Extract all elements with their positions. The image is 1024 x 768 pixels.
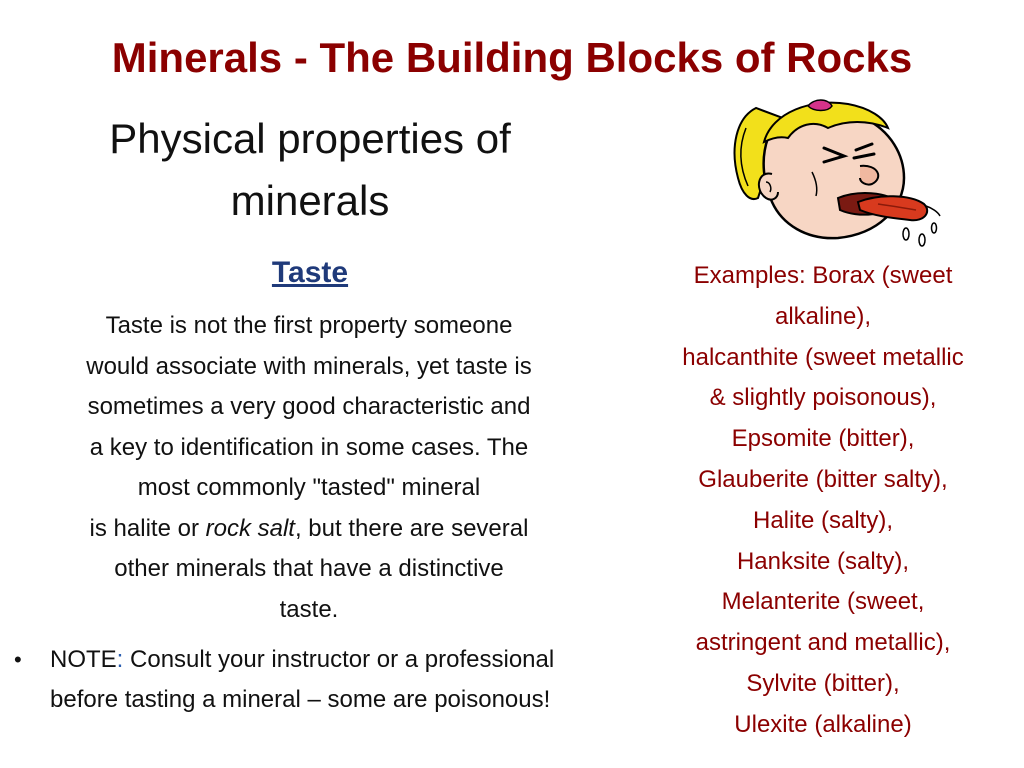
disgusted-face-tongue-out-icon	[728, 98, 942, 250]
example-line: Halite (salty),	[752, 506, 894, 534]
note-bullet-item	[14, 640, 604, 720]
example-line: halcanthite (sweet metallic	[682, 343, 964, 371]
subtitle-line-2: minerals	[230, 177, 390, 224]
example-line: Epsomite (bitter),	[731, 425, 915, 453]
example-line: Ulexite (alkaline)	[734, 710, 912, 738]
subtitle-line-1: Physical properties of	[109, 115, 511, 162]
taste-line: would associate with minerals, yet taste is	[86, 352, 532, 380]
taste-line: taste.	[279, 595, 339, 623]
example-line: Sylvite (bitter),	[746, 669, 900, 697]
rock-salt-italic: rock salt	[205, 514, 295, 542]
note-label: NOTE	[50, 646, 117, 673]
taste-line: other minerals that have a distinctive	[114, 555, 504, 582]
note-colon: :	[116, 646, 124, 673]
example-line: Examples: Borax (sweet	[693, 262, 953, 289]
taste-heading: Taste	[271, 256, 349, 289]
bullet-icon: •	[14, 647, 22, 672]
example-line: & slightly poisonous),	[709, 384, 937, 412]
halite-suffix: , but there are several	[294, 514, 529, 542]
example-line: astringent and metallic),	[695, 629, 951, 657]
halite-prefix: is halite or	[89, 514, 206, 542]
taste-line-halite	[10, 509, 608, 550]
slide-title: Minerals - The Building Blocks of Rocks	[111, 34, 913, 81]
example-line: alkaline),	[774, 302, 872, 330]
taste-line: a key to identification in some cases. The	[89, 433, 529, 461]
note-text	[50, 640, 604, 720]
note-body: Consult your instructor or a professional before tasting a mineral – some are poisonous!	[50, 646, 555, 713]
taste-line: Taste is not the first property someone	[105, 312, 513, 339]
taste-line: sometimes a very good characteristic and	[87, 393, 531, 420]
taste-description	[10, 306, 608, 630]
example-line: Melanterite (sweet,	[721, 588, 925, 616]
slide-subtitle	[40, 108, 580, 232]
example-line: Glauberite (bitter salty),	[698, 465, 948, 493]
example-line: Hanksite (salty),	[736, 547, 910, 575]
taste-examples	[626, 256, 1020, 746]
taste-line: most commonly "tasted" mineral	[137, 474, 481, 501]
